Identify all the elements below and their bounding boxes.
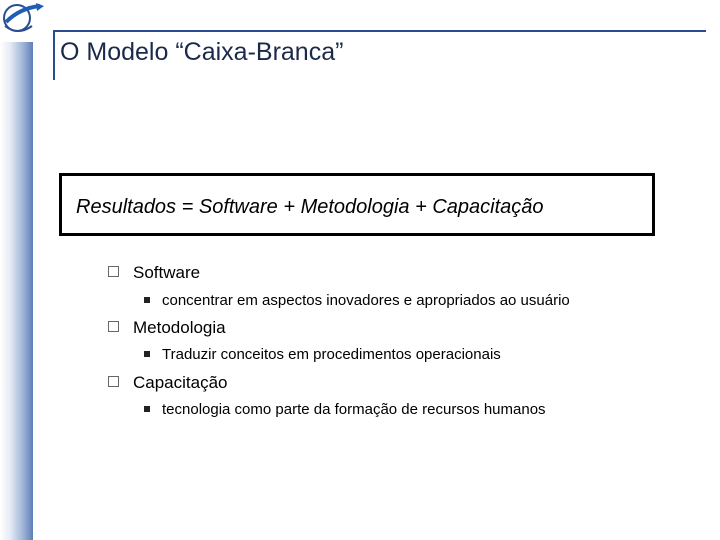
bullet-item-software: [108, 263, 200, 283]
hollow-square-bullet-icon: [108, 376, 119, 387]
hollow-square-bullet-icon: [108, 266, 119, 277]
filled-square-bullet-icon: [144, 351, 150, 357]
sub-bullet-label: tecnologia como parte da formação de recursos humanos: [162, 401, 546, 418]
sub-bullet-label: concentrar em aspectos inovadores e apropriados ao usuário: [162, 292, 570, 309]
sub-bullet-label: Traduzir conceitos em procedimentos operacionais: [162, 346, 501, 363]
bullet-item-metodologia: [108, 318, 226, 338]
formula-text: Resultados = Software + Metodologia + Capacitação: [76, 196, 544, 218]
filled-square-bullet-icon: [144, 406, 150, 412]
bullet-item-capacitacao: [108, 373, 228, 393]
bullet-label: Capacitação: [133, 373, 228, 392]
title-rule-horizontal: [53, 30, 706, 32]
sub-bullet-item: [144, 346, 501, 363]
formula-box: [59, 173, 655, 236]
globe-logo-icon: [0, 0, 46, 40]
bullet-label: Software: [133, 263, 201, 282]
sub-bullet-item: [144, 401, 546, 418]
bullet-label: Metodologia: [133, 318, 226, 337]
title-rule-vertical: [53, 30, 55, 80]
slide-title: O Modelo “Caixa-Branca”: [60, 38, 344, 66]
hollow-square-bullet-icon: [108, 321, 119, 332]
sub-bullet-item: [144, 292, 570, 309]
left-decorative-bar: [0, 42, 33, 540]
filled-square-bullet-icon: [144, 297, 150, 303]
